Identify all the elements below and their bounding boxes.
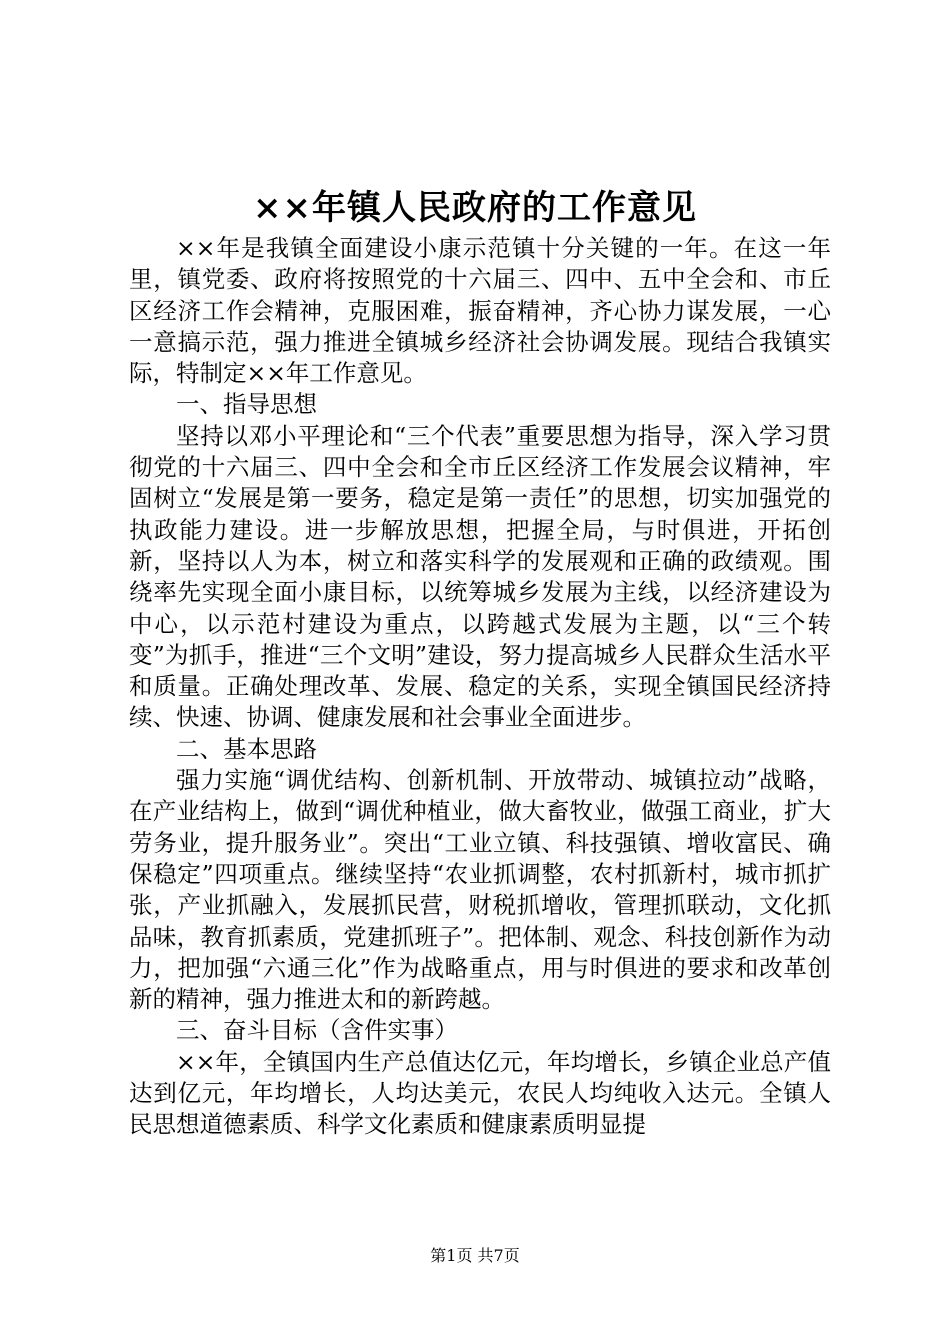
section-heading-guiding-thought: 一、指导思想 [176,390,317,419]
intro-paragraph: ××年是我镇全面建设小康示范镇十分关键的一年。在这一年里，镇党委、政府将按照党的十六届三、四中、五中全会和、市丘区经济工作会精神，克服困难，振奋精神，齐心协力谋发展，一心一意搞示范，强力推进全镇城乡经济社会协调发展。现结合我镇实际，特制定××年工作意见。 [129,234,831,388]
page-number-footer: 第1页 共7页 [430,1246,520,1265]
document-body [129,233,831,1141]
section-heading-goals: 三、奋斗目标（含件实事） [176,1016,458,1045]
document-title: ××年镇人民政府的工作意见 [253,188,697,228]
section-paragraph-goals: ××年，全镇国内生产总值达亿元，年均增长，乡镇企业总产值达到亿元，年均增长，人均达美元，农民人均纯收入达元。全镇人民思想道德素质、科学文化素质和健康素质明显提 [129,1047,831,1139]
section-paragraph-basic-approach: 强力实施“调优结构、创新机制、开放带动、城镇拉动”战略，在产业结构上，做到“调优种植业，做大畜牧业，做强工商业，扩大劳务业，提升服务业”。突出“工业立镇、科技强镇、增收富民、确保稳定”四项重点。继续坚持“农业抓调整，农村抓新村，城市抓扩张，产业抓融入，发展抓民营，财税抓增收，管理抓联动，文化抓品味，教育抓素质，党建抓班子”。把体制、观念、科技创新作为动力，把加强“六通三化”作为战略重点，用与时俱进的要求和改革创新的精神，强力推进太和的新跨越。 [129,766,831,1014]
section-heading-basic-approach: 二、基本思路 [176,734,317,763]
section-paragraph-guiding-thought: 坚持以邓小平理论和“三个代表”重要思想为指导，深入学习贯彻党的十六届三、四中全会和全市丘区经济工作发展会议精神，牢固树立“发展是第一要务，稳定是第一责任”的思想，切实加强党的执政能力建设。进一步解放思想，把握全局，与时俱进，开拓创新，坚持以人为本，树立和落实科学的发展观和正确的政绩观。围绕率先实现全面小康目标，以统筹城乡发展为主线，以经济建设为中心，以示范村建设为重点，以跨越式发展为主题，以“三个转变”为抓手，推进“三个文明”建设，努力提高城乡人民群众生活水平和质量。正确处理改革、发展、稳定的关系，实现全镇国民经济持续、快速、协调、健康发展和社会事业全面进步。 [129,421,831,732]
